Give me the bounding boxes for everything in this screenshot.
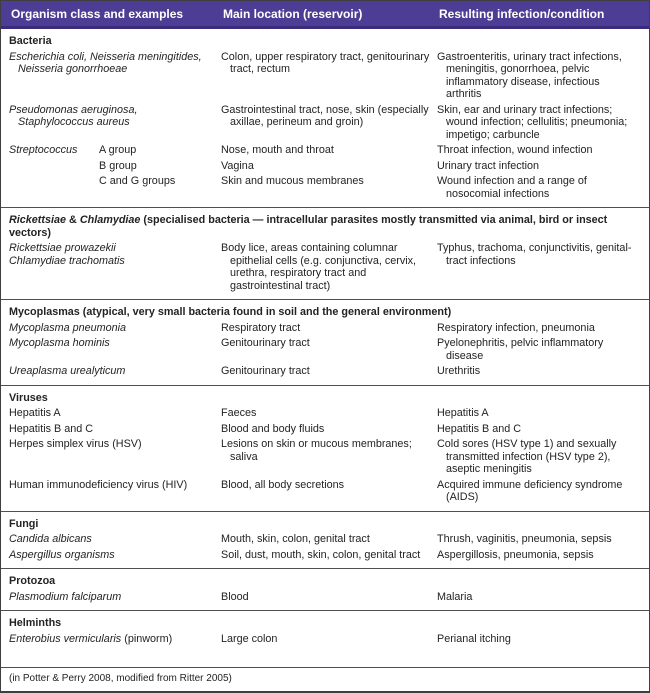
section-title: Bacteria (9, 35, 52, 47)
infection-cell (437, 438, 641, 476)
location-cell (221, 144, 437, 157)
infection-cell (437, 633, 641, 646)
infection-text: Pyelonephritis, pelvic inflammatory disease (437, 337, 604, 362)
organism-cell (9, 533, 221, 546)
organism-cell (9, 337, 221, 362)
column-header-infection: Resulting infection/condition (439, 7, 605, 21)
location-cell (221, 479, 437, 504)
organism-name: Streptococcus (9, 144, 78, 156)
table-row (9, 365, 641, 378)
infection-text: Perianal itching (437, 632, 511, 645)
location-cell (221, 407, 437, 420)
group-label: C and G groups (99, 175, 176, 187)
infection-cell (437, 591, 641, 604)
infection-cell (437, 337, 641, 362)
infection-cell (437, 175, 641, 200)
location-cell (221, 175, 437, 200)
table-row (9, 533, 641, 546)
infection-text: Skin, ear and urinary tract infections; wound infection; cellulitis; pneumonia; impetigo; carbuncle (437, 103, 628, 141)
location-cell (221, 591, 437, 604)
location-text: Blood (221, 590, 249, 603)
organism-cell (9, 104, 221, 142)
infection-cell (437, 104, 641, 142)
organism-name: Chlamydiae trachomatis (9, 254, 125, 267)
location-cell (221, 160, 437, 173)
infection-text: Urethritis (437, 365, 481, 377)
table-row (9, 322, 641, 335)
section-title: Mycoplasmas (atypical, very small bacteria found in soil and the general environment) (9, 306, 452, 318)
location-text: Body lice, areas containing columnar epithelial cells (e.g. conjunctiva, cervix, urethra, respiratory tract and gastrointestinal tract) (221, 242, 417, 292)
location-text: Large colon (221, 632, 278, 645)
organism-name: Ureaplasma urealyticum (9, 365, 126, 377)
infection-text: Wound infection and a range of nosocomial infections (437, 175, 587, 200)
header-row (1, 1, 649, 29)
infection-text: Acquired immune deficiency syndrome (AIDS) (437, 478, 623, 503)
organism-cell (9, 365, 221, 378)
organism-name: Hepatitis B and C (9, 422, 94, 435)
organism-cell (9, 242, 221, 292)
location-cell (221, 549, 437, 562)
table-row (9, 337, 641, 362)
infection-text: Respiratory infection, pneumonia (437, 321, 595, 334)
table-row (9, 104, 641, 142)
section-title: Rickettsiae & Chlamydiae (specialised bacteria — intracellular parasites mostly transmitted via animal, bird or insect vectors) (9, 214, 608, 239)
table-row (9, 242, 641, 292)
organism-cell (9, 407, 221, 420)
infection-cell (437, 160, 641, 173)
location-cell (221, 104, 437, 142)
infection-text: Aspergillosis, pneumonia, sepsis (437, 548, 594, 561)
organism-cell (9, 322, 221, 335)
table-row (9, 175, 641, 200)
infection-cell (437, 144, 641, 157)
table-row (9, 51, 641, 101)
infection-cell (437, 407, 641, 420)
section-title: Protozoa (9, 575, 56, 587)
organism-name: Mycoplasma pneumonia (9, 321, 127, 334)
table-body (1, 29, 649, 667)
location-text: Vagina (221, 159, 254, 172)
location-cell (221, 633, 437, 646)
organism-name: Mycoplasma hominis (9, 337, 110, 349)
location-text: Mouth, skin, colon, genital tract (221, 533, 370, 545)
section-title: Fungi (9, 517, 39, 530)
organism-cell (9, 175, 221, 200)
location-cell (221, 242, 437, 292)
organism-cell (9, 479, 221, 504)
section-title: Helminths (9, 617, 62, 629)
organism-cell (9, 591, 221, 604)
organism-name: Escherichia coli, Neisseria meningitides, Neisseria gonorrhoeae (9, 50, 202, 75)
infection-text: Cold sores (HSV type 1) and sexually transmitted infection (HSV type 2), aseptic meningitis (437, 438, 617, 475)
infection-text: Malaria (437, 590, 473, 603)
section-helminths (1, 610, 649, 652)
section-viruses (1, 385, 649, 511)
table-row (9, 591, 641, 604)
infection-text: Throat infection, wound infection (437, 144, 593, 156)
infection-cell (437, 51, 641, 101)
organism-cell (9, 423, 221, 436)
infection-cell (437, 322, 641, 335)
organism-name: Hepatitis A (9, 407, 61, 419)
section-mycoplasmas (1, 299, 649, 385)
source-note: (in Potter & Perry 2008, modified from Ritter 2005) (1, 667, 649, 691)
location-cell (221, 423, 437, 436)
infection-cell (437, 549, 641, 562)
section-fungi (1, 511, 649, 569)
location-text: Colon, upper respiratory tract, genitourinary tract, rectum (221, 50, 430, 75)
table-row (9, 423, 641, 436)
location-text: Blood, all body secretions (221, 478, 345, 491)
group-label: A group (99, 144, 137, 156)
organism-cell (9, 633, 221, 646)
organism-cell (9, 160, 221, 173)
organism-name: Aspergillus organisms (9, 548, 115, 561)
organism-cell (9, 438, 221, 476)
location-text: Faeces (221, 407, 257, 419)
location-text: Respiratory tract (221, 321, 301, 334)
location-text: Genitourinary tract (221, 337, 310, 349)
organism-name: Plasmodium falciparum (9, 590, 122, 603)
group-label: B group (99, 159, 137, 172)
location-cell (221, 533, 437, 546)
location-text: Genitourinary tract (221, 365, 310, 377)
location-text: Soil, dust, mouth, skin, colon, genital tract (221, 548, 421, 561)
column-header-organism: Organism class and examples (11, 7, 184, 21)
organism-cell (9, 51, 221, 101)
location-text: Blood and body fluids (221, 422, 325, 435)
infection-cell (437, 242, 641, 292)
location-cell (221, 365, 437, 378)
organism-name: Pseudomonas aeruginosa, Staphylococcus aureus (9, 103, 138, 128)
infection-text: Thrush, vaginitis, pneumonia, sepsis (437, 533, 612, 545)
table-row (9, 479, 641, 504)
infection-text: Gastroenteritis, urinary tract infections, meningitis, gonorrhoea, pelvic inflammatory disease, infectious arthritis (437, 50, 622, 100)
location-text: Skin and mucous membranes (221, 175, 364, 187)
table-row (9, 549, 641, 562)
organism-name: Enterobius vermicularis (pinworm) (9, 632, 173, 645)
organism-name: Herpes simplex virus (HSV) (9, 438, 142, 450)
organism-name: Rickettsiae prowazekii (9, 242, 116, 254)
organism-name: Candida albicans (9, 533, 92, 545)
table-row (9, 144, 641, 157)
location-cell (221, 438, 437, 476)
column-header-location: Main location (reservoir) (223, 7, 363, 21)
section-bacteria (1, 29, 649, 207)
organism-cell (9, 549, 221, 562)
table-row (9, 160, 641, 173)
table-row (9, 407, 641, 420)
section-protozoa (1, 568, 649, 610)
table-row (9, 633, 641, 646)
organism-name: Human immunodeficiency virus (HIV) (9, 478, 188, 491)
table-row (9, 438, 641, 476)
location-cell (221, 51, 437, 101)
infection-text: Hepatitis B and C (437, 422, 522, 435)
section-rickettsiae-chlamydiae (1, 207, 649, 299)
infection-cell (437, 533, 641, 546)
infection-text: Urinary tract infection (437, 159, 540, 172)
infection-text: Hepatitis A (437, 407, 489, 419)
location-cell (221, 337, 437, 362)
location-text: Lesions on skin or mucous membranes; saliva (221, 438, 412, 463)
organism-cell (9, 144, 221, 157)
infection-cell (437, 423, 641, 436)
section-title: Viruses (9, 391, 48, 404)
location-cell (221, 322, 437, 335)
infection-cell (437, 479, 641, 504)
location-text: Nose, mouth and throat (221, 144, 334, 156)
infection-cell (437, 365, 641, 378)
infection-text: Typhus, trachoma, conjunctivitis, genital-tract infections (437, 242, 632, 267)
location-text: Gastrointestinal tract, nose, skin (especially axillae, perineum and groin) (221, 103, 429, 128)
